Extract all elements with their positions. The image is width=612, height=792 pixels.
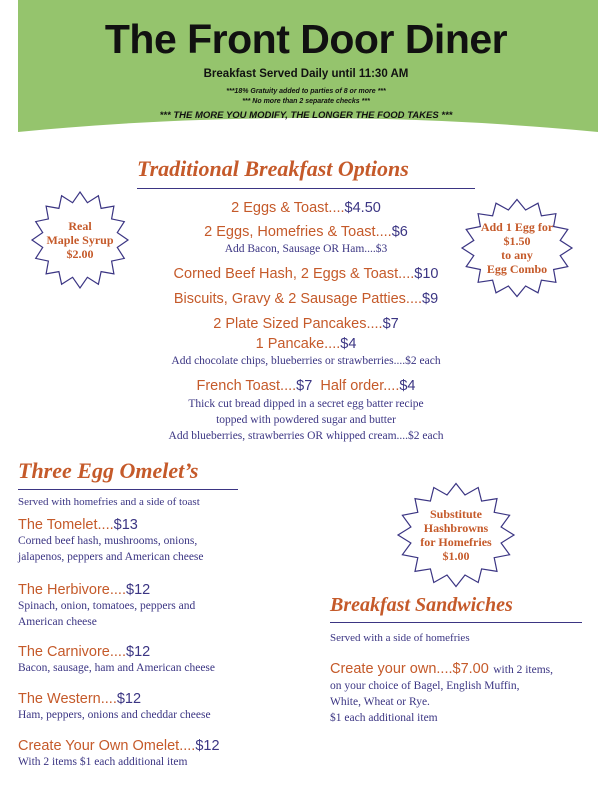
sandwiches-title: Breakfast Sandwiches [330, 594, 513, 616]
omelets-title: Three Egg Omelet’s [18, 458, 199, 483]
menu-addon: Add Bacon, Sausage OR Ham....$3 [224, 243, 388, 255]
omelet-item: The Western....$12 Ham, peppers, onions and cheddar cheese [18, 691, 211, 721]
menu-item: 2 Eggs, Homefries & Toast....$6 [204, 224, 408, 240]
checks-note: *** No more than 2 separate checks *** [242, 98, 370, 105]
modify-note: *** THE MORE YOU MODIFY, THE LONGER THE FOOD TAKES *** [159, 110, 453, 121]
menu-description: topped with powdered sugar and butter [216, 414, 396, 426]
sandwiches-rule [330, 622, 582, 623]
menu-addon: Add blueberries, strawberries OR whipped cream....$2 each [168, 430, 444, 442]
page-title: The Front Door Diner [104, 16, 508, 62]
hashbrowns-burst [394, 480, 518, 590]
burst-text: Add 1 Egg for $1.50 to any Egg Combo [480, 220, 554, 276]
omelet-item: The Carnivore....$12 Bacon, sausage, ham and American cheese [18, 644, 216, 674]
menu-item: 2 Plate Sized Pancakes....$7 [213, 316, 399, 332]
omelets-rule [18, 489, 238, 490]
omelet-item: The Herbivore....$12 Spinach, onion, tomatoes, peppers and American cheese [18, 582, 196, 628]
menu-item: Biscuits, Gravy & 2 Sausage Patties....$9 [173, 291, 439, 307]
menu-addon: Add chocolate chips, blueberries or strawberries....$2 each [171, 355, 441, 367]
menu-item: Corned Beef Hash, 2 Eggs & Toast....$10 [173, 266, 439, 282]
omelet-item: Create Your Own Omelet....$12 With 2 items $1 each additional item [18, 738, 220, 768]
sandwich-item: Create your own....$7.00 with 2 items, on your choice of Bagel, English Muffin, White, Wheat or Rye. $1 each additional item [330, 661, 553, 724]
menu-item: 2 Eggs & Toast....$4.50 [231, 200, 381, 216]
traditional-title: Traditional Breakfast Options [137, 156, 409, 181]
menu-item: French Toast....$7 Half order....$4 [196, 378, 416, 394]
header-banner [0, 0, 612, 150]
sandwiches-subtitle: Served with a side of homefries [330, 632, 470, 644]
maple-syrup-burst [30, 190, 130, 290]
burst-text: Substitute Hashbrowns for Homefries $1.00 [420, 507, 492, 563]
extra-egg-burst [458, 196, 576, 300]
omelet-item: The Tomelet....$13 Corned beef hash, mushrooms, onions, jalapenos, peppers and American cheese [18, 517, 204, 563]
gratuity-note: ***18% Gratuity added to parties of 8 or more *** [226, 88, 386, 95]
burst-text: Real Maple Syrup $2.00 [46, 219, 114, 261]
menu-description: Thick cut bread dipped in a secret egg batter recipe [188, 398, 424, 410]
hours-text: Breakfast Served Daily until 11:30 AM [203, 68, 409, 80]
menu-item: 1 Pancake....$4 [255, 336, 357, 352]
omelets-subtitle: Served with homefries and a side of toast [18, 496, 200, 508]
traditional-rule [137, 188, 475, 189]
